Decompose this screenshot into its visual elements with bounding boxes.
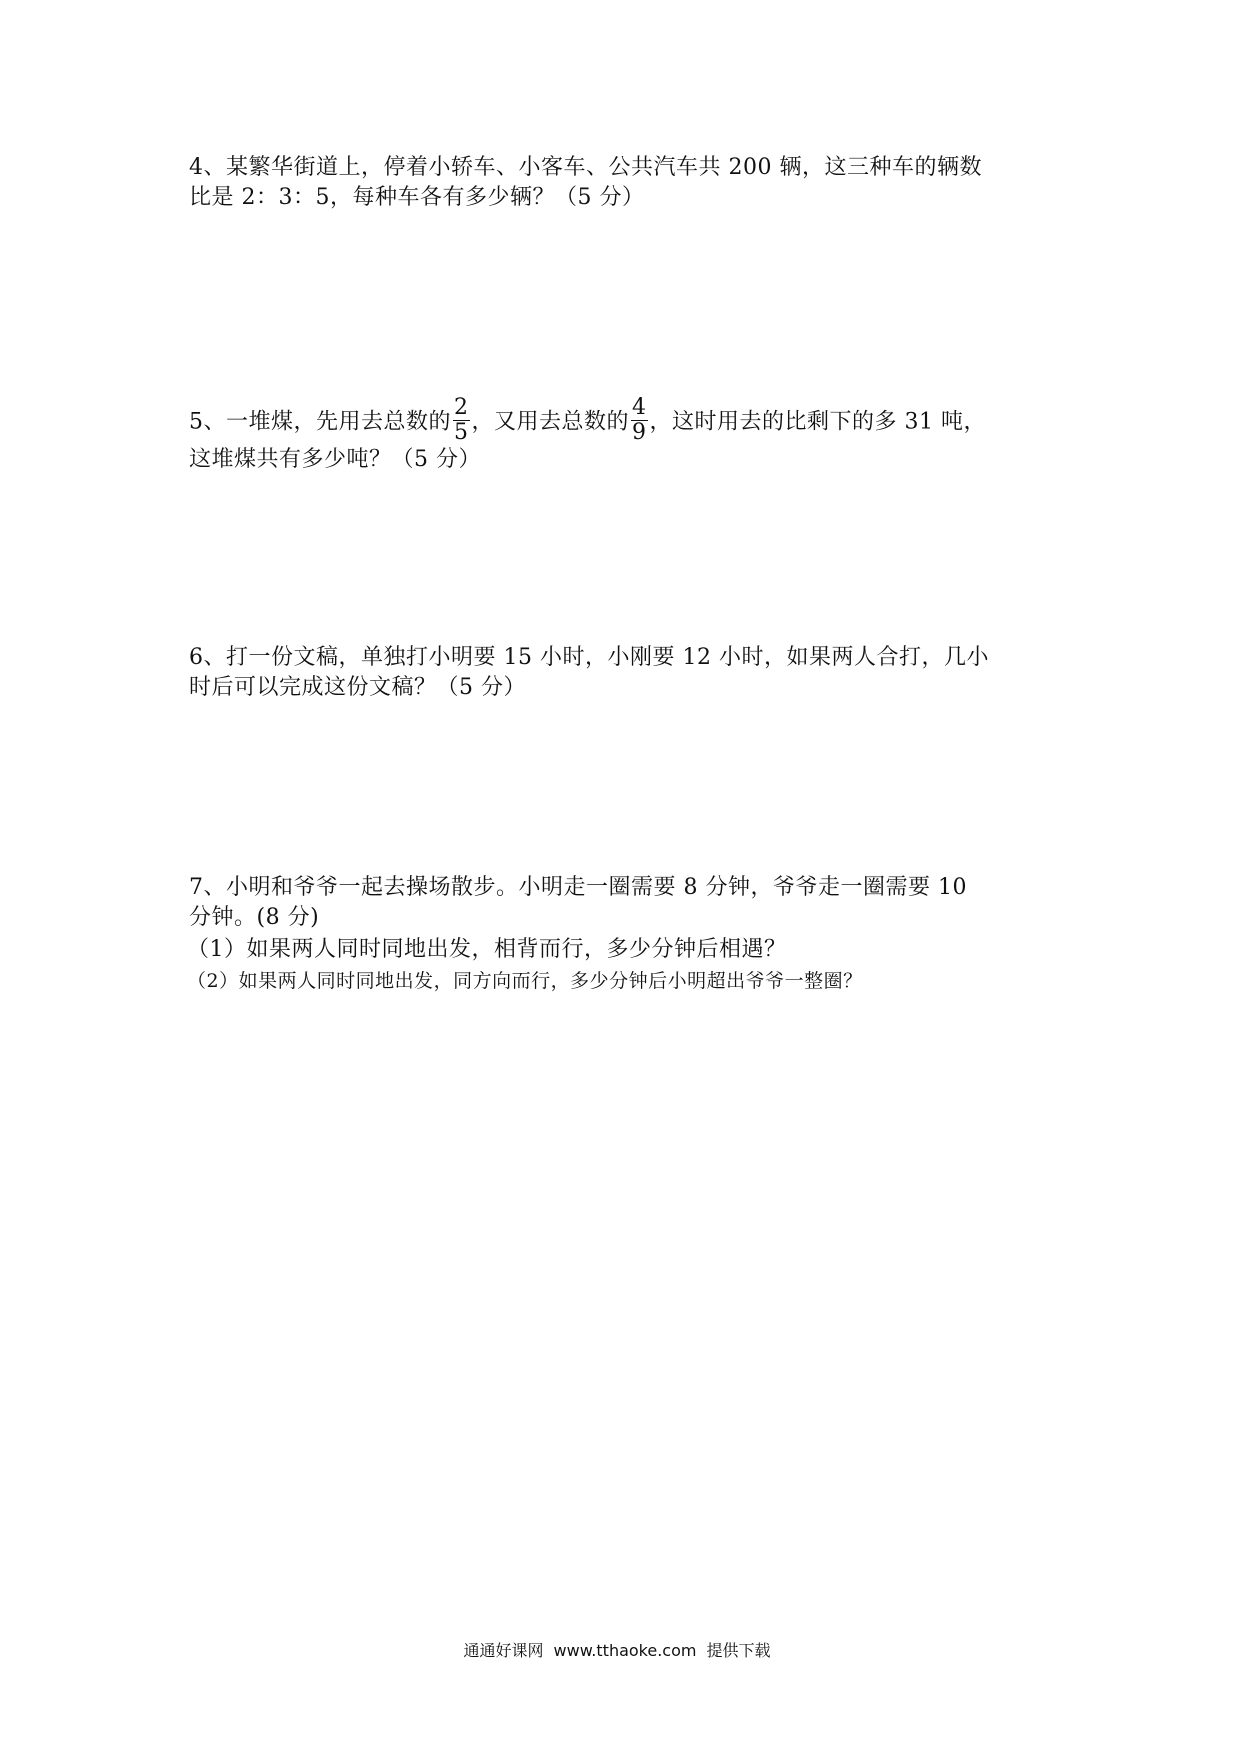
- question-7-part-2: （2）如果两人同时同地出发，同方向而行，多少分钟后小明超出爷爷一整圈？: [187, 970, 863, 992]
- question-5-line-2: 这堆煤共有多少吨？（5 分）: [189, 447, 481, 472]
- page-footer: [0, 1640, 1234, 1662]
- footer-site-name: 通通好课网: [463, 1641, 544, 1660]
- question-5-text-middle: ，又用去总数的: [471, 409, 630, 435]
- question-5-line-1: [189, 395, 986, 447]
- question-6-line-1: 6、打一份文稿，单独打小明要 15 小时，小刚要 12 小时，如果两人合打，几小: [189, 645, 989, 670]
- question-4-line-1: 4、某繁华街道上，停着小轿车、小客车、公共汽车共 200 辆，这三种车的辆数: [189, 155, 982, 180]
- question-6-line-2: 时后可以完成这份文稿？（5 分）: [189, 675, 526, 700]
- question-5-text-after: ，这时用去的比剩下的多 31 吨，: [649, 409, 986, 435]
- fraction-1-denominator: 5: [454, 420, 469, 445]
- question-7-line-1: 7、小明和爷爷一起去操场散步。小明走一圈需要 8 分钟，爷爷走一圈需要 10: [189, 875, 967, 900]
- footer-url: www.tthaoke.com: [553, 1641, 697, 1660]
- fraction-2-numerator: 4: [632, 395, 647, 420]
- question-4-line-2: 比是 2：3：5，每种车各有多少辆？（5 分）: [189, 185, 645, 210]
- fraction-1-numerator: 2: [454, 395, 469, 420]
- question-7-line-2: 分钟。(8 分): [189, 905, 320, 930]
- fraction-two-fifths: [453, 396, 470, 445]
- footer-suffix: 提供下载: [706, 1641, 771, 1660]
- question-7-part-1: （1）如果两人同时同地出发，相背而行，多少分钟后相遇？: [187, 937, 787, 962]
- fraction-four-ninths: [631, 396, 648, 445]
- fraction-2-denominator: 9: [632, 420, 647, 445]
- question-5-text-before: 5、一堆煤，先用去总数的: [189, 409, 451, 435]
